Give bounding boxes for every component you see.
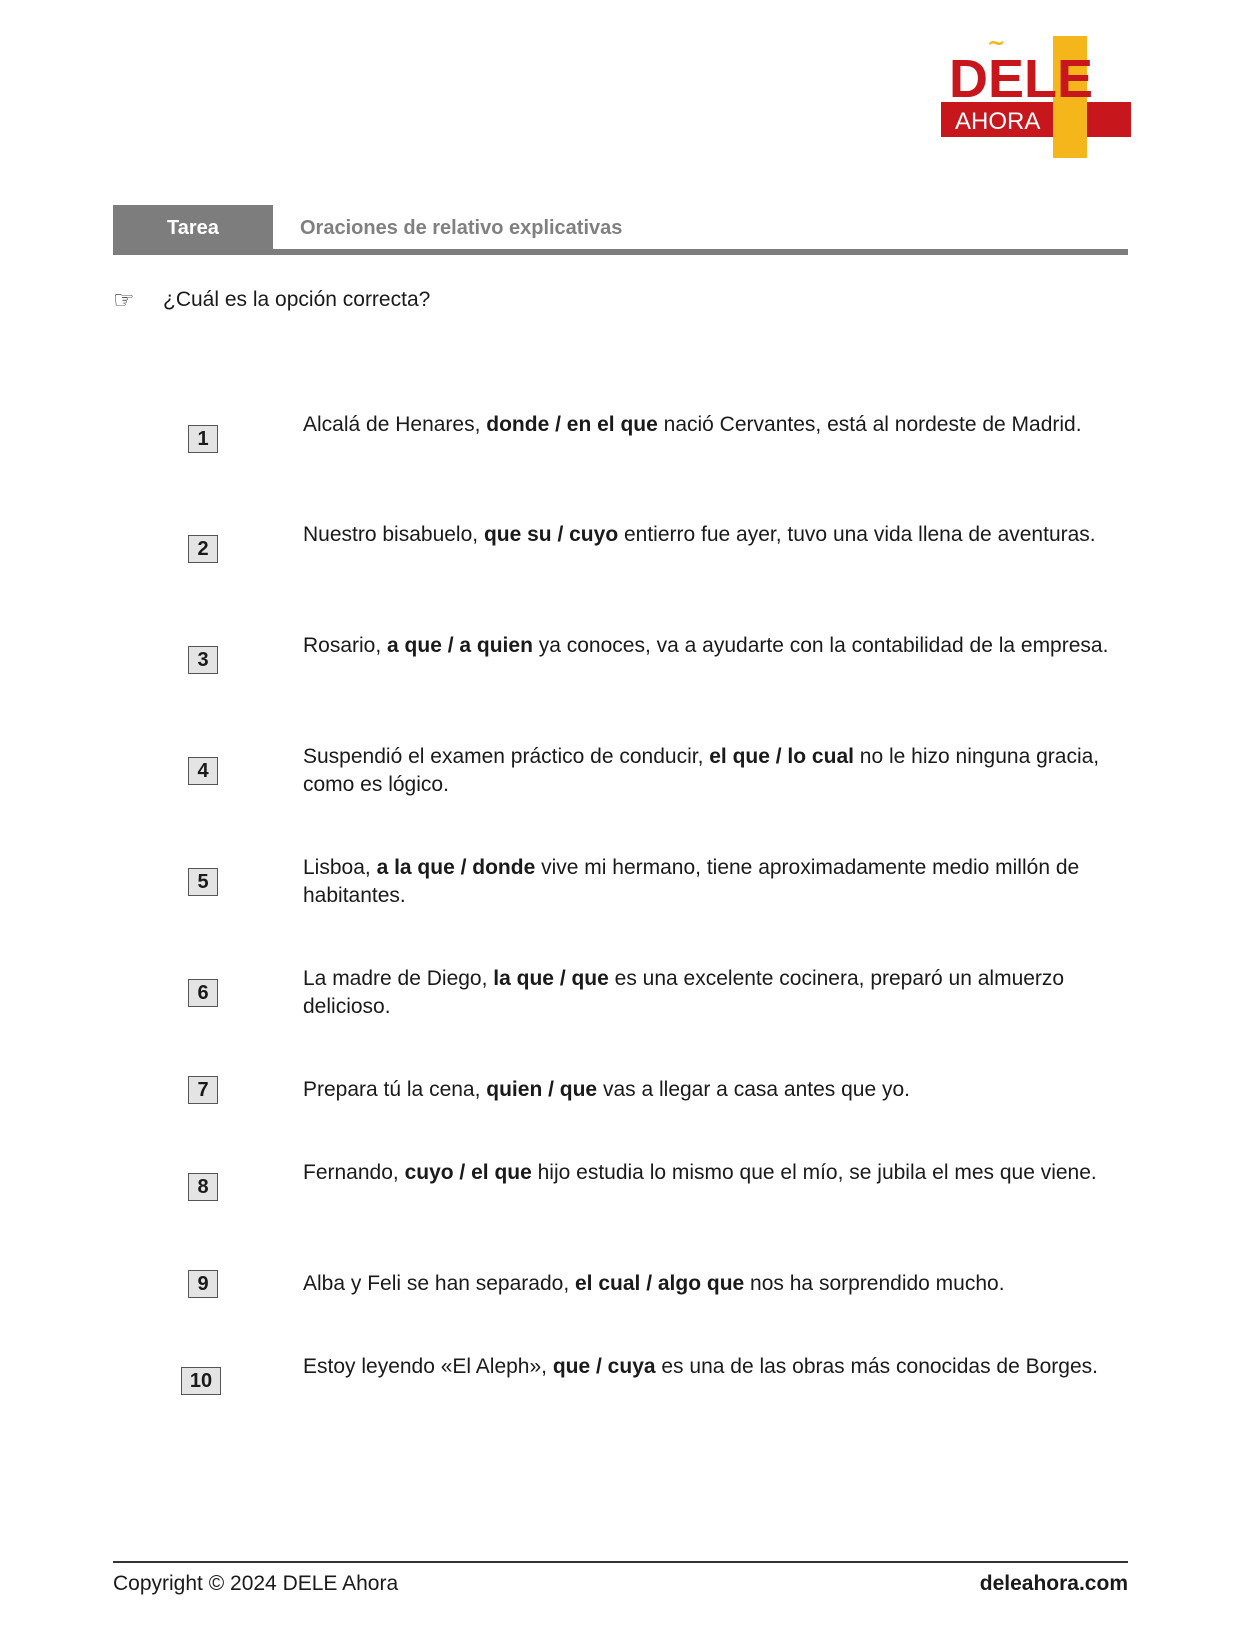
footer-copyright: Copyright © 2024 DELE Ahora: [113, 1572, 399, 1595]
question-text: [303, 411, 1113, 439]
task-title: Oraciones de relativo explicativas: [300, 217, 623, 239]
question-text-before: Nuestro bisabuelo,: [303, 523, 484, 546]
question-number: 1: [188, 425, 218, 453]
task-divider: [113, 249, 1128, 255]
task-tag: Tarea: [113, 205, 273, 251]
question-number: 8: [188, 1173, 218, 1201]
dele-ahora-logo: [941, 36, 1131, 158]
question-text-after: es una de las obras más conocidas de Borges.: [655, 1355, 1098, 1378]
question-options[interactable]: a que / a quien: [387, 634, 533, 657]
question-number: 7: [188, 1076, 218, 1104]
question-options[interactable]: el que / lo cual: [709, 745, 854, 768]
question-text-after: nació Cervantes, está al nordeste de Madrid.: [657, 413, 1082, 436]
question-text-after: vas a llegar a casa antes que yo.: [597, 1078, 910, 1101]
footer-site-link[interactable]: deleahora.com: [979, 1572, 1128, 1595]
pointing-hand-icon: ☞: [113, 286, 135, 314]
question-number: 2: [188, 535, 218, 563]
question-text: [303, 965, 1113, 1021]
question-text-before: Alcalá de Henares,: [303, 413, 487, 436]
question-text-after: vive mi hermano, tiene aproximadamente medio millón de habitantes.: [303, 856, 1080, 907]
question-text: [303, 632, 1113, 660]
question-number: 6: [188, 979, 218, 1007]
question-number: 3: [188, 646, 218, 674]
question-number: 5: [188, 868, 218, 896]
instruction-text: ¿Cuál es la opción correcta?: [163, 288, 431, 311]
question-options[interactable]: la que / que: [493, 967, 609, 990]
question-text-after: ya conoces, va a ayudarte con la contabilidad de la empresa.: [532, 634, 1109, 657]
question-text-before: Rosario,: [303, 634, 388, 657]
question-text: [303, 1076, 1113, 1104]
svg-text:DELE: DELE: [949, 49, 1094, 109]
question-options[interactable]: a la que / donde: [376, 856, 536, 879]
question-options[interactable]: que su / cuyo: [483, 523, 619, 546]
question-text: [303, 854, 1113, 910]
question-text-before: Fernando,: [303, 1161, 405, 1184]
question-text-after: es una excelente cocinera, preparó un almuerzo delicioso.: [303, 967, 1065, 1018]
question-text-after: no le hizo ninguna gracia, como es lógico.: [303, 745, 1100, 796]
question-number: 9: [188, 1270, 218, 1298]
question-text: [303, 1353, 1113, 1381]
footer-divider: [113, 1561, 1128, 1563]
question-text-before: Lisboa,: [303, 856, 377, 879]
question-text-before: La madre de Diego,: [303, 967, 494, 990]
question-text-after: hijo estudia lo mismo que el mío, se jubila el mes que viene.: [531, 1161, 1097, 1184]
question-text: [303, 743, 1113, 799]
question-options[interactable]: donde / en el que: [486, 413, 658, 436]
question-number: 4: [188, 757, 218, 785]
question-options[interactable]: el cual / algo que: [575, 1272, 745, 1295]
question-options[interactable]: que / cuya: [552, 1355, 656, 1378]
question-text: [303, 1159, 1113, 1187]
question-text-after: nos ha sorprendido mucho.: [744, 1272, 1005, 1295]
question-text-before: Alba y Feli se han separado,: [303, 1272, 575, 1295]
question-text: [303, 521, 1113, 549]
question-text-before: Estoy leyendo «El Aleph»,: [303, 1355, 553, 1378]
question-text-after: entierro fue ayer, tuvo una vida llena de aventuras.: [618, 523, 1096, 546]
svg-text:~: ~: [987, 36, 1006, 56]
question-text-before: Prepara tú la cena,: [303, 1078, 487, 1101]
instruction: [113, 282, 430, 318]
question-text-before: Suspendió el examen práctico de conducir,: [303, 745, 710, 768]
question-options[interactable]: cuyo / el que: [404, 1161, 532, 1184]
svg-text:AHORA: AHORA: [955, 108, 1041, 135]
question-number: 10: [181, 1367, 221, 1395]
question-text: [303, 1270, 1113, 1298]
task-header: [113, 205, 1128, 255]
logo-graphic: [941, 36, 1131, 158]
question-options[interactable]: quien / que: [486, 1078, 598, 1101]
